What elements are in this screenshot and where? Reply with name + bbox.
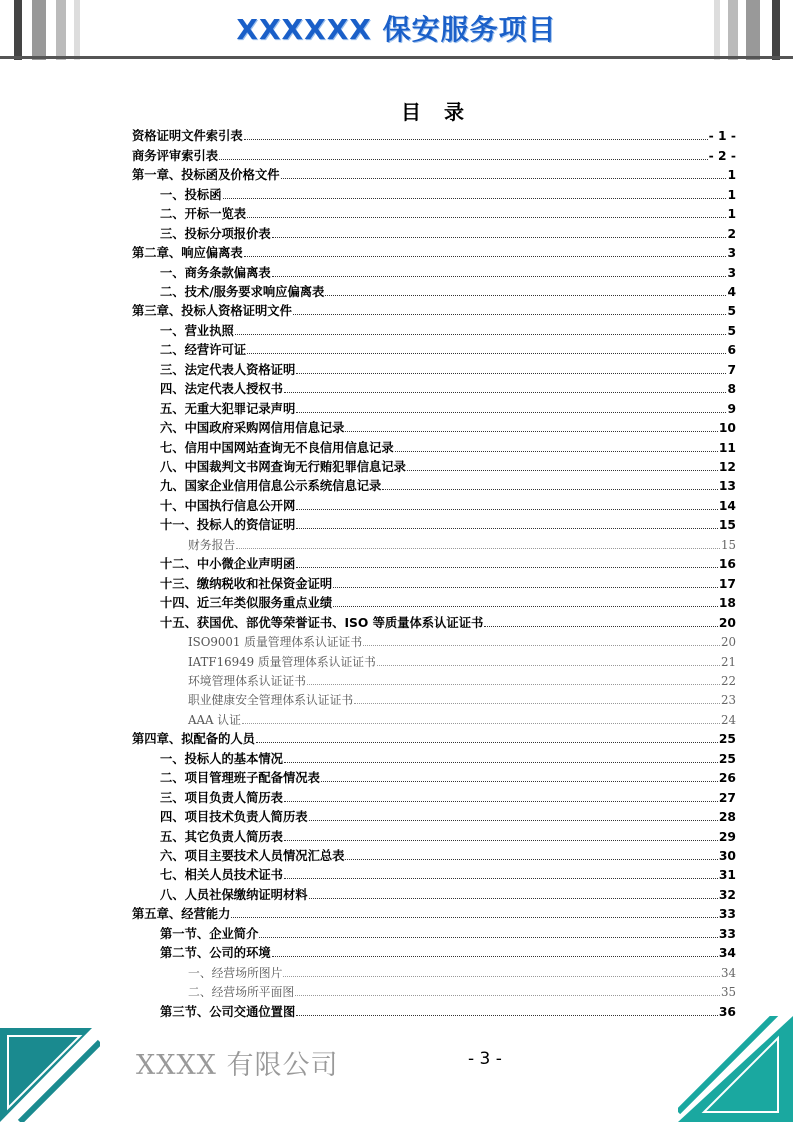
toc-entry[interactable]: [188, 960, 736, 979]
toc-entry-label: 六、中国政府采购网信用信息记录: [160, 421, 345, 436]
toc-entry-label: 职业健康安全管理体系认证证书: [188, 693, 354, 708]
toc-entry-label: 第四章、拟配备的人员: [132, 732, 255, 747]
toc-entry-page: 10: [718, 421, 736, 436]
toc-entry-label: 九、国家企业信用信息公示系统信息记录: [160, 479, 382, 494]
toc-entry-label: 三、投标分项报价表: [160, 226, 271, 241]
toc-entry[interactable]: [132, 241, 736, 260]
toc-leader-dots: [309, 897, 718, 899]
toc-entry-page: 27: [718, 790, 736, 805]
toc-leader-dots: [333, 586, 718, 588]
toc-leader-dots: [296, 508, 718, 510]
toc-leader-dots: [247, 352, 726, 354]
toc-entry-page: 35: [720, 985, 736, 1000]
toc-entry-label: 第二章、响应偏离表: [132, 246, 243, 261]
toc-leader-dots: [219, 158, 708, 160]
toc-entry-page: 28: [718, 810, 736, 825]
toc-entry[interactable]: [160, 221, 736, 240]
toc-leader-dots: [293, 313, 727, 315]
toc-entry[interactable]: [160, 552, 736, 571]
toc-entry[interactable]: [160, 883, 736, 902]
toc-entry-page: 30: [718, 849, 736, 864]
toc-entry-page: 14: [718, 498, 736, 513]
toc-entry[interactable]: [160, 338, 736, 357]
footer-left-decoration: [0, 1028, 100, 1122]
toc-leader-dots: [296, 527, 718, 529]
toc-entry-label: 十三、缴纳税收和社保资金证明: [160, 576, 333, 591]
toc-leader-dots: [296, 566, 718, 568]
toc-entry[interactable]: [160, 785, 736, 804]
toc-entry-page: 21: [720, 654, 736, 669]
toc-leader-dots: [244, 138, 708, 140]
toc-entry-page: 15: [720, 537, 736, 552]
toc-entry[interactable]: [188, 532, 736, 551]
toc-entry-label: 二、开标一览表: [160, 207, 247, 222]
toc-entry-label: 一、投标函: [160, 187, 222, 202]
toc-entry-page: 15: [718, 518, 736, 533]
toc-entry-page: 8: [727, 382, 736, 397]
toc-entry-page: 34: [718, 946, 736, 961]
toc-entry-page: 16: [718, 557, 736, 572]
toc-entry-label: IATF16949 质量管理体系认证证书: [188, 654, 376, 669]
toc-entry-label: 财务报告: [188, 537, 236, 552]
toc-entry-label: 三、法定代表人资格证明: [160, 362, 296, 377]
toc-entry-page: 6: [727, 343, 736, 358]
toc-entry-page: 20: [718, 615, 736, 630]
toc-entry-label: 二、技术/服务要求响应偏离表: [160, 284, 325, 299]
toc-entry-page: 32: [718, 887, 736, 902]
toc-entry-label: 二、项目管理班子配备情况表: [160, 771, 320, 786]
toc-leader-dots: [244, 255, 727, 257]
toc-entry[interactable]: [160, 377, 736, 396]
footer-page-number: - 3 -: [468, 1049, 502, 1069]
toc-entry[interactable]: [160, 591, 736, 610]
toc-entry[interactable]: [160, 182, 736, 201]
toc-entry-label: 十四、近三年类似服务重点业绩: [160, 596, 333, 611]
toc-entry-label: 七、信用中国网站查询无不良信用信息记录: [160, 440, 394, 455]
toc-entry-page: 11: [718, 440, 736, 455]
toc-leader-dots: [231, 916, 717, 918]
toc-leader-dots: [295, 994, 720, 996]
toc-entry-page: 7: [727, 362, 736, 377]
toc-leader-dots: [484, 625, 718, 627]
toc-entry[interactable]: [160, 202, 736, 221]
toc-entry-label: 第一节、企业简介: [160, 926, 259, 941]
toc-leader-dots: [223, 197, 727, 199]
toc-entry-label: 十五、获国优、部优等荣誉证书、ISO 等质量体系认证证书: [160, 615, 484, 630]
toc-leader-dots: [296, 1014, 718, 1016]
toc-leader-dots: [272, 275, 727, 277]
toc-entry-label: 十二、中小微企业声明函: [160, 557, 296, 572]
toc-leader-dots: [242, 722, 720, 724]
toc-entry-label: 一、经营场所图片: [188, 965, 283, 980]
toc-entry-page: 29: [718, 829, 736, 844]
toc-entry[interactable]: [160, 863, 736, 882]
toc-entry-label: 四、项目技术负责人简历表: [160, 810, 308, 825]
toc-leader-dots: [309, 819, 718, 821]
toc-entry-label: AAA 认证: [188, 712, 241, 727]
toc-entry-label: 环境管理体系认证证书: [188, 673, 306, 688]
toc-entry[interactable]: [160, 396, 736, 415]
toc-entry-label: 一、商务条款偏离表: [160, 265, 271, 280]
toc-entry-page: 23: [720, 693, 736, 708]
toc-entry[interactable]: [160, 941, 736, 960]
toc-leader-dots: [256, 741, 718, 743]
header-title: XXXXXX 保安服务项目: [236, 13, 557, 46]
toc-entry[interactable]: [132, 124, 736, 143]
toc-entry[interactable]: [160, 824, 736, 843]
toc-entry[interactable]: [160, 416, 736, 435]
toc-entry[interactable]: [160, 610, 736, 629]
toc-entry[interactable]: [160, 766, 736, 785]
toc-entry[interactable]: [160, 319, 736, 338]
toc-leader-dots: [296, 411, 726, 413]
toc-leader-dots: [395, 450, 718, 452]
toc-entry-label: 第二节、公司的环境: [160, 946, 271, 961]
header-rule: [0, 56, 793, 59]
toc-leader-dots: [382, 488, 718, 490]
toc-entry-label: 第一章、投标函及价格文件: [132, 168, 280, 183]
toc-leader-dots: [259, 936, 717, 938]
toc-leader-dots: [363, 644, 720, 646]
toc-entry-label: 三、项目负责人简历表: [160, 790, 283, 805]
toc-entry-page: 3: [727, 265, 736, 280]
toc-entry[interactable]: [132, 727, 736, 746]
toc-entry-page: 4: [727, 284, 736, 299]
toc-entry-page: - 1 -: [708, 129, 736, 144]
toc-entry-page: 13: [718, 479, 736, 494]
toc-entry-page: 20: [720, 635, 736, 650]
toc-leader-dots: [321, 780, 718, 782]
toc-entry[interactable]: [188, 980, 736, 999]
toc-entry-label: 六、项目主要技术人员情况汇总表: [160, 849, 345, 864]
toc-entry-page: 1: [727, 207, 736, 222]
toc-entry-label: 商务评审索引表: [132, 148, 219, 163]
toc-leader-dots: [236, 547, 720, 549]
toc-entry-page: 24: [720, 712, 736, 727]
toc-entry[interactable]: [160, 455, 736, 474]
toc-leader-dots: [272, 955, 718, 957]
toc-entry-page: 33: [718, 907, 736, 922]
toc-leader-dots: [283, 975, 720, 977]
toc-leader-dots: [281, 177, 727, 179]
toc-entry-page: 3: [727, 246, 736, 261]
toc-leader-dots: [307, 683, 720, 685]
toc-leader-dots: [247, 216, 726, 218]
toc-leader-dots: [284, 800, 718, 802]
toc-entry-label: 二、经营许可证: [160, 343, 247, 358]
toc-entry-label: 资格证明文件索引表: [132, 129, 243, 144]
footer-company: XXXX 有限公司: [136, 1050, 339, 1081]
toc-entry[interactable]: [188, 649, 736, 668]
toc-entry-page: 17: [718, 576, 736, 591]
toc-entry[interactable]: [160, 494, 736, 513]
toc-entry-label: 五、其它负责人简历表: [160, 829, 283, 844]
toc-entry-label: 七、相关人员技术证书: [160, 868, 283, 883]
toc-entry[interactable]: [188, 708, 736, 727]
toc-entry-page: 18: [718, 596, 736, 611]
toc-entry-label: 五、无重大犯罪记录声明: [160, 401, 296, 416]
toc-entry[interactable]: [132, 163, 736, 182]
toc-entry-label: 四、法定代表人授权书: [160, 382, 283, 397]
toc-entry[interactable]: [132, 902, 736, 921]
toc-leader-dots: [296, 372, 726, 374]
toc-entry-page: 12: [718, 460, 736, 475]
toc-entry[interactable]: [160, 805, 736, 824]
toc-entry[interactable]: [160, 571, 736, 590]
toc-leader-dots: [345, 858, 717, 860]
toc-entry-page: 5: [727, 304, 736, 319]
toc-entry[interactable]: [160, 357, 736, 376]
toc-entry-page: - 2 -: [708, 148, 736, 163]
toc-leader-dots: [377, 664, 720, 666]
toc-entry-label: 第三节、公司交通位置图: [160, 1004, 296, 1019]
toc-leader-dots: [284, 761, 718, 763]
toc-entry[interactable]: [188, 669, 736, 688]
toc-entry[interactable]: [160, 746, 736, 765]
toc-entry-label: 八、人员社保缴纳证明材料: [160, 887, 308, 902]
toc-entry-page: 5: [727, 323, 736, 338]
toc-entry[interactable]: [160, 260, 736, 279]
toc-entry-page: 33: [718, 926, 736, 941]
toc-entry[interactable]: [160, 474, 736, 493]
toc-entry-page: 26: [718, 771, 736, 786]
toc-leader-dots: [284, 839, 718, 841]
toc-entry-page: 36: [718, 1004, 736, 1019]
toc-entry[interactable]: [160, 844, 736, 863]
toc-entry-label: 一、营业执照: [160, 323, 234, 338]
toc-entry[interactable]: [188, 630, 736, 649]
toc-entry-label: 十一、投标人的资信证明: [160, 518, 296, 533]
toc-entry-page: 22: [720, 673, 736, 688]
toc-entry-page: 25: [718, 751, 736, 766]
toc-entry[interactable]: [132, 299, 736, 318]
toc-leader-dots: [325, 294, 726, 296]
toc-leader-dots: [354, 702, 720, 704]
toc-entry-page: 31: [718, 868, 736, 883]
toc-leader-dots: [284, 391, 726, 393]
toc-entry-label: 十、中国执行信息公开网: [160, 498, 296, 513]
toc-leader-dots: [284, 877, 718, 879]
toc-entry-page: 1: [727, 168, 736, 183]
toc-entry-page: 1: [727, 187, 736, 202]
toc-leader-dots: [272, 236, 727, 238]
toc-entry-page: 34: [720, 965, 736, 980]
toc-entry[interactable]: [160, 921, 736, 940]
toc-entry-page: 25: [718, 732, 736, 747]
toc-leader-dots: [235, 333, 727, 335]
toc-entry-label: 第三章、投标人资格证明文件: [132, 304, 292, 319]
toc-entry-label: 二、经营场所平面图: [188, 985, 295, 1000]
toc-entry-page: 9: [727, 401, 736, 416]
toc-entry-label: 一、投标人的基本情况: [160, 751, 283, 766]
toc-entry[interactable]: [160, 435, 736, 454]
toc-entry[interactable]: [188, 688, 736, 707]
toc-entry-page: 2: [727, 226, 736, 241]
toc-leader-dots: [407, 469, 718, 471]
toc-entry[interactable]: [160, 999, 736, 1018]
toc-title: 目 录: [401, 100, 472, 124]
toc-entry[interactable]: [160, 513, 736, 532]
footer-right-decoration: [678, 1016, 793, 1122]
toc-entry[interactable]: [132, 143, 736, 162]
toc-leader-dots: [345, 430, 717, 432]
toc-leader-dots: [333, 605, 718, 607]
toc-entry-label: 第五章、经营能力: [132, 907, 231, 922]
toc-entry[interactable]: [160, 280, 736, 299]
toc-entry-label: 八、中国裁判文书网查询无行贿犯罪信息记录: [160, 460, 406, 475]
toc-entry-label: ISO9001 质量管理体系认证证书: [188, 635, 363, 650]
